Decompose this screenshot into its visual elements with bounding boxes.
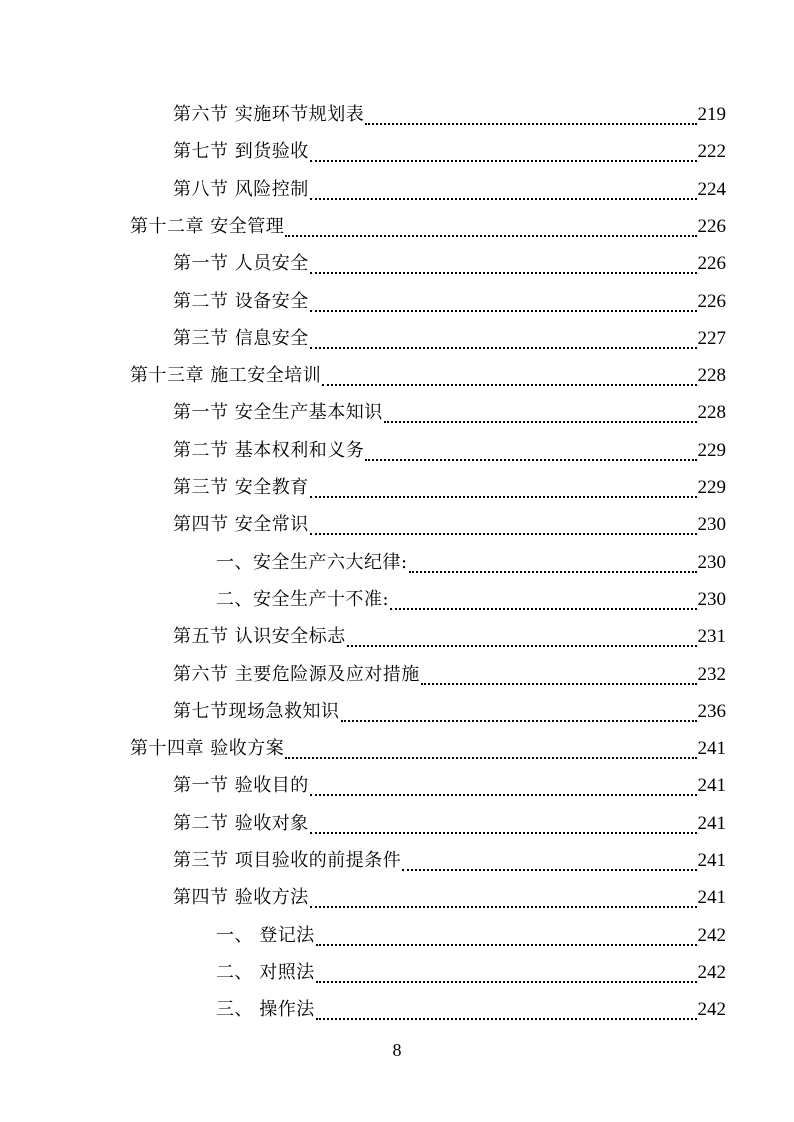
toc-entry-title: 二、 对照法 xyxy=(216,962,315,983)
toc-entry-page: 242 xyxy=(697,925,726,946)
toc-entry[interactable] xyxy=(173,171,726,208)
toc-entry-page: 242 xyxy=(697,962,726,983)
toc-entry-title: 第五节 认识安全标志 xyxy=(173,626,346,647)
toc-dot-leader xyxy=(409,571,697,573)
toc-dot-leader xyxy=(402,869,696,871)
toc-entry[interactable] xyxy=(216,544,726,581)
toc-entry-title: 第二节 验收对象 xyxy=(173,813,309,834)
toc-entry-page: 222 xyxy=(697,141,726,162)
toc-dot-leader xyxy=(316,981,697,983)
toc-entry-page: 241 xyxy=(697,887,726,908)
toc-entry-page: 230 xyxy=(697,514,726,535)
toc-entry[interactable] xyxy=(130,730,726,767)
toc-entry-title: 第十四章 验收方案 xyxy=(130,738,285,759)
toc-entry-page: 224 xyxy=(697,179,726,200)
toc-entry[interactable] xyxy=(173,805,726,842)
toc-entry[interactable] xyxy=(173,767,726,804)
toc-entry-page: 227 xyxy=(697,328,726,349)
toc-entry-title: 第六节 主要危险源及应对措施 xyxy=(173,664,420,685)
toc-entry-page: 229 xyxy=(697,440,726,461)
toc-entry[interactable] xyxy=(130,208,726,245)
page-number: 8 xyxy=(392,1040,402,1060)
toc-entry-page: 226 xyxy=(697,253,726,274)
toc-entry-page: 236 xyxy=(697,701,726,722)
toc-entry-title: 第七节 到货验收 xyxy=(173,141,309,162)
toc-entry-title: 第八节 风险控制 xyxy=(173,179,309,200)
toc-entry[interactable] xyxy=(216,581,726,618)
toc-entry-title: 第一节 人员安全 xyxy=(173,253,309,274)
toc-dot-leader xyxy=(365,123,696,125)
toc-dot-leader xyxy=(310,533,697,535)
toc-entry[interactable] xyxy=(173,693,726,730)
toc-entry-title: 第二节 设备安全 xyxy=(173,291,309,312)
toc-dot-leader xyxy=(310,794,697,796)
toc-entry-page: 241 xyxy=(697,738,726,759)
toc-entry-title: 第一节 验收目的 xyxy=(173,775,309,796)
toc-dot-leader xyxy=(347,645,697,647)
toc-entry-title: 第七节现场急救知识 xyxy=(173,701,340,722)
toc-entry[interactable] xyxy=(173,656,726,693)
toc-entry[interactable] xyxy=(173,133,726,170)
toc-entry-title: 第十二章 安全管理 xyxy=(130,216,285,237)
toc-entry-page: 226 xyxy=(697,291,726,312)
toc-entry-title: 第四节 安全常识 xyxy=(173,514,309,535)
toc-entry[interactable] xyxy=(216,917,726,954)
toc-entry[interactable] xyxy=(173,469,726,506)
toc-entry[interactable] xyxy=(216,954,726,991)
toc-entry-title: 二、安全生产十不准: xyxy=(216,589,390,610)
toc-entry[interactable] xyxy=(173,618,726,655)
toc-entry[interactable] xyxy=(173,96,726,133)
toc-entry-page: 232 xyxy=(697,664,726,685)
toc-entry[interactable] xyxy=(173,283,726,320)
toc-entry-title: 第三节 项目验收的前提条件 xyxy=(173,850,402,871)
toc-entry-title: 三、 操作法 xyxy=(216,999,315,1020)
toc-entry[interactable] xyxy=(173,394,726,431)
toc-entry[interactable] xyxy=(130,357,726,394)
toc-entry[interactable] xyxy=(173,432,726,469)
toc-entry-title: 一、安全生产六大纪律: xyxy=(216,552,408,573)
toc-entry[interactable] xyxy=(173,320,726,357)
toc-dot-leader xyxy=(341,720,697,722)
toc-entry-title: 第一节 安全生产基本知识 xyxy=(173,402,383,423)
toc-dot-leader xyxy=(310,906,697,908)
toc-entry-page: 231 xyxy=(697,626,726,647)
toc-dot-leader xyxy=(310,496,697,498)
toc-dot-leader xyxy=(316,1018,697,1020)
toc-entry-page: 241 xyxy=(697,813,726,834)
toc-entry-title: 第四节 验收方法 xyxy=(173,887,309,908)
toc-entry-title: 一、 登记法 xyxy=(216,925,315,946)
toc-entry-page: 241 xyxy=(697,850,726,871)
toc-dot-leader xyxy=(365,459,696,461)
toc-entry-page: 229 xyxy=(697,477,726,498)
toc-dot-leader xyxy=(310,272,697,274)
toc-entry-page: 242 xyxy=(697,999,726,1020)
toc-entry-page: 228 xyxy=(697,365,726,386)
toc-dot-leader xyxy=(310,198,697,200)
toc-entry-title: 第三节 安全教育 xyxy=(173,477,309,498)
toc-entry[interactable] xyxy=(173,506,726,543)
toc-dot-leader xyxy=(310,160,697,162)
toc-entry[interactable] xyxy=(173,879,726,916)
toc-entry-page: 241 xyxy=(697,775,726,796)
toc-entry-page: 230 xyxy=(697,589,726,610)
toc-dot-leader xyxy=(390,608,696,610)
toc-dot-leader xyxy=(285,757,696,759)
toc-dot-leader xyxy=(421,683,697,685)
toc-entry-page: 230 xyxy=(697,552,726,573)
toc-entry[interactable] xyxy=(173,842,726,879)
toc-dot-leader xyxy=(310,347,697,349)
toc-entry-title: 第三节 信息安全 xyxy=(173,328,309,349)
toc-dot-leader xyxy=(316,944,697,946)
toc-dot-leader xyxy=(285,235,696,237)
toc-entry-page: 228 xyxy=(697,402,726,423)
toc-dot-leader xyxy=(310,310,697,312)
toc-entry-page: 226 xyxy=(697,216,726,237)
toc-entry-page: 219 xyxy=(697,104,726,125)
toc-entry-title: 第二节 基本权利和义务 xyxy=(173,440,365,461)
toc-entry-title: 第十三章 施工安全培训 xyxy=(130,365,322,386)
toc-dot-leader xyxy=(310,832,697,834)
toc-entry[interactable] xyxy=(216,991,726,1028)
toc-entry-title: 第六节 实施环节规划表 xyxy=(173,104,365,125)
toc-entry[interactable] xyxy=(173,245,726,282)
toc-dot-leader xyxy=(322,384,696,386)
toc-dot-leader xyxy=(384,421,697,423)
